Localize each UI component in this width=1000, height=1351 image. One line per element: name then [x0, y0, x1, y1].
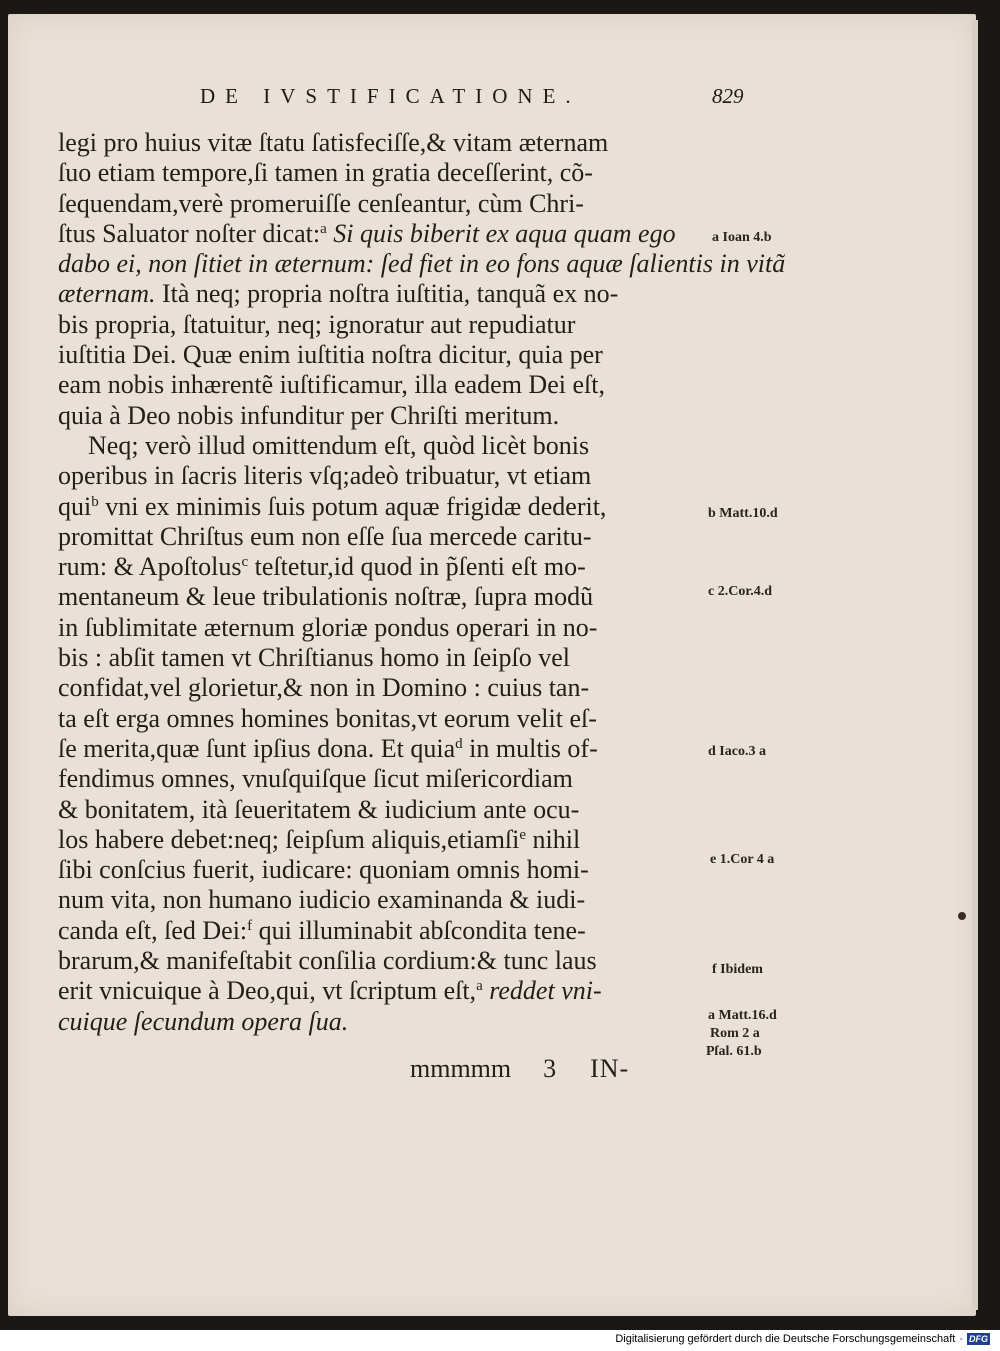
text-line [58, 552, 718, 582]
footnote-marker: d [455, 735, 463, 752]
text-span: ſe merita,quæ ſunt ipſius dona. Et quia [58, 733, 456, 763]
text-span: operibus in ſacris literis vſq;adeò tribuatur, vt etiam [58, 461, 592, 491]
text-line [58, 401, 718, 431]
text-line [58, 613, 718, 643]
text-span: fendimus omnes, vnuſquiſque ſicut miſericordiam [58, 764, 573, 794]
text-span: & bonitatem, ità ſeueritatem & iudicium ante ocu- [58, 794, 580, 824]
text-line [58, 946, 718, 976]
text-span: rum: & Apoſtolus [58, 552, 242, 582]
text-span: ſtus Saluator noſter dicat: [58, 218, 321, 248]
margin-note: b Matt.10.d [708, 506, 778, 521]
margin-note: d Iaco.3 a [708, 744, 766, 759]
text-span: confidat,vel glorietur,& non in Domino : cuius tan- [58, 673, 590, 703]
margin-note: a Matt.16.d [708, 1008, 777, 1023]
text-span: bis propria, ſtatuitur, neq; ignoratur aut repudiatur [58, 309, 576, 339]
text-span: vni ex minimis ſuis potum aquæ frigidæ dederit, [98, 491, 607, 521]
text-span: eam nobis inhærentẽ iuſtificamur, illa eadem Dei eſt, [58, 370, 605, 400]
signature-mark: mmmmm [410, 1054, 512, 1083]
italic-text: dabo ei, non ſitiet in æternum: ſed fiet in eo fons aquæ ſalientis in vitã [58, 249, 786, 279]
text-span: ſuo etiam tempore,ſi tamen in gratia deceſſerint, cõ- [58, 158, 593, 188]
text-line [58, 158, 718, 188]
text-line [58, 189, 718, 219]
footnote-marker: b [91, 493, 99, 510]
text-span: promittat Chriſtus eum non eſſe ſua mercede caritu- [58, 521, 592, 551]
text-line [58, 976, 718, 1006]
text-span: ſequendam,verè promeruiſſe cenſeantur, cùm Chri- [58, 188, 584, 218]
margin-note: Pſal. 61.b [706, 1044, 762, 1059]
text-line [58, 310, 718, 340]
text-span: teſtetur,id quod in p̃ſenti eſt mo- [248, 552, 586, 582]
text-line [58, 279, 718, 309]
text-span: qui [58, 491, 92, 521]
text-span: quia à Deo nobis infunditur per Chriſti meritum. [58, 400, 560, 430]
text-line [58, 916, 718, 946]
catchword: IN- [590, 1054, 630, 1083]
text-line [58, 825, 718, 855]
text-line [58, 855, 718, 885]
signature-line [410, 1054, 629, 1084]
text-line [58, 219, 718, 249]
margin-note: c 2.Cor.4.d [708, 584, 773, 599]
italic-text: cuique ſecundum opera ſua. [58, 1006, 349, 1036]
footnote-marker: a [320, 220, 327, 237]
margin-note: a Ioan 4.b [712, 230, 772, 245]
footnote-marker: f [247, 917, 253, 934]
page-number: 829 [712, 84, 744, 108]
text-span: los habere debet:neq; ſeipſum aliquis,etiamſi [58, 824, 520, 854]
italic-text: Si quis biberit ex aqua quam ego [326, 218, 676, 248]
text-line [58, 431, 718, 461]
text-line [58, 795, 718, 825]
text-line [58, 643, 718, 673]
text-span: ta eſt erga omnes homines bonitas,vt eorum velit eſ- [58, 703, 597, 733]
text-span: bis : abſit tamen vt Chriſtianus homo in ſeipſo vel [58, 643, 571, 673]
text-span: in ſublimitate æternum gloriæ pondus operari in no- [58, 612, 598, 642]
text-span: num vita, non humano iudicio examinanda & iudi- [58, 885, 586, 915]
italic-text: reddet vni- [482, 976, 602, 1006]
text-span: nihil [526, 824, 581, 854]
margin-note: e 1.Cor 4 a [710, 852, 775, 867]
text-span: in multis of- [462, 733, 598, 763]
margin-note: Rom 2 a [710, 1026, 760, 1041]
text-line [58, 734, 718, 764]
text-span: Neq; verò illud omittendum eſt, quòd licèt bonis [88, 430, 590, 460]
text-span: mentaneum & leue tribulationis noſtræ, ſupra modũ [58, 582, 594, 612]
ink-spot [958, 912, 966, 920]
italic-text: æternam. [58, 279, 156, 309]
running-title: DE IVSTIFICATIONE. [200, 84, 581, 108]
footer-text: Digitalisierung gefördert durch die Deutsche Forschungsgemeinschaft [615, 1333, 956, 1345]
footnote-marker: e [519, 826, 527, 843]
text-span: iuſtitia Dei. Quæ enim iuſtitia noſtra dicitur, quia per [58, 340, 603, 370]
text-line [58, 673, 718, 703]
text-line [58, 764, 718, 794]
footnote-marker: a [476, 978, 483, 995]
text-span: qui illuminabit abſcondita tene- [252, 915, 586, 945]
text-span: erit vnicuique à Deo,qui, vt ſcriptum eſt, [58, 976, 477, 1006]
text-line [58, 128, 718, 158]
page-edge [972, 20, 978, 1310]
text-span: canda eſt, ſed Dei: [58, 915, 248, 945]
text-line [58, 704, 718, 734]
text-span: Ità neq; propria noſtra iuſtitia, tanquã ex no- [155, 279, 619, 309]
text-line [58, 370, 718, 400]
text-line [58, 1007, 718, 1037]
footnote-marker: c [241, 554, 249, 571]
text-line [58, 461, 718, 491]
separator-icon: · [959, 1333, 963, 1345]
text-line [58, 885, 718, 915]
text-line [58, 582, 718, 612]
digitization-footer [615, 1333, 990, 1345]
text-line [58, 492, 718, 522]
text-line [58, 522, 718, 552]
text-span: legi pro huius vitæ ſtatu ſatisfeciſſe,& vitam æternam [58, 128, 609, 157]
signature-number: 3 [543, 1054, 557, 1083]
text-span: ſibi conſcius fuerit, iudicare: quoniam omnis homi- [58, 855, 589, 885]
margin-note: f Ibidem [712, 962, 763, 977]
text-line [58, 249, 786, 279]
text-line [58, 340, 718, 370]
dfg-logo-icon: DFG [969, 1334, 988, 1344]
text-span: brarum,& manifeſtabit conſilia cordium:& tunc laus [58, 946, 597, 976]
